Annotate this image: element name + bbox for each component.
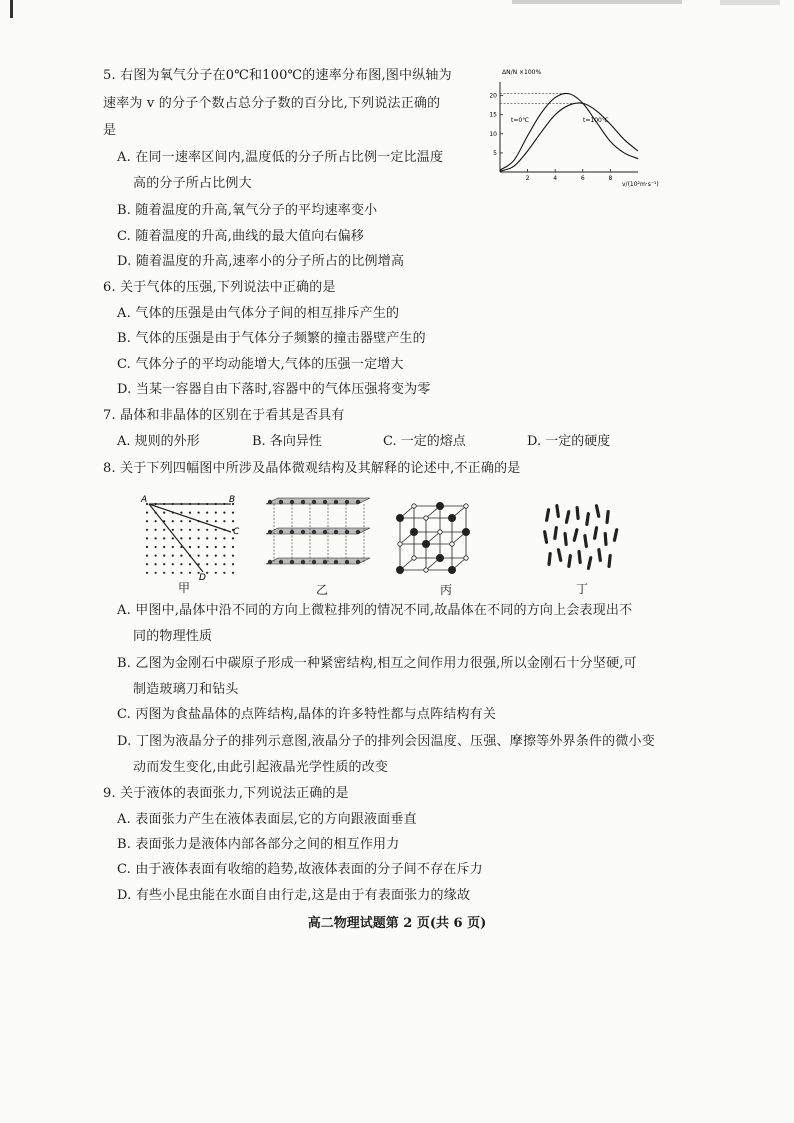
- lattice-dot: [155, 546, 157, 548]
- yi-layer: [266, 528, 370, 534]
- lc-molecule: [545, 508, 551, 522]
- lattice-dot: [232, 546, 234, 548]
- lattice-dot: [189, 529, 191, 531]
- bing-ion: [436, 554, 443, 561]
- lattice-dot: [163, 537, 165, 539]
- bing-ion: [450, 542, 454, 546]
- lattice-dot: [146, 572, 148, 574]
- lattice-dot: [215, 520, 217, 522]
- bing-ion: [422, 540, 429, 547]
- q5-stem-line1: 5. 右图为氧气分子在0℃和100℃的速率分布图,图中纵轴为: [103, 68, 452, 83]
- figure-ding-caption: 丁: [576, 582, 589, 596]
- lattice-dot: [146, 563, 148, 565]
- figure-bing-caption: 丙: [440, 583, 453, 597]
- lattice-dot: [232, 537, 234, 539]
- q7-option-b: B. 各向异性: [252, 434, 322, 449]
- chart-axes: [500, 82, 638, 172]
- yi-atom: [345, 500, 349, 504]
- yi-atom: [301, 500, 305, 504]
- lattice-dot: [198, 546, 200, 548]
- lattice-dot: [223, 555, 225, 557]
- lattice-dot: [163, 572, 165, 574]
- lattice-dot: [146, 512, 148, 514]
- yi-atom: [356, 530, 360, 534]
- chart-x-ticks: [526, 169, 613, 182]
- q9-option-d: D. 有些小昆虫能在水面自由行走,这是由于有表面张力的缘故: [117, 888, 471, 903]
- lc-molecule: [547, 552, 552, 566]
- lattice-dot: [198, 512, 200, 514]
- q8-option-d-line2: 动而发生变化,由此引起液晶光学性质的改变: [133, 760, 389, 775]
- q8-option-d-line1: D. 丁图为液晶分子的排列示意图,液晶分子的排列会因温度、压强、摩擦等外界条件的微小变: [117, 734, 655, 749]
- lattice-dot: [146, 555, 148, 557]
- bing-ion: [398, 542, 402, 546]
- lattice-dot: [180, 520, 182, 522]
- lattice-dot: [232, 563, 234, 565]
- lattice-dot: [146, 529, 148, 531]
- yi-atom: [301, 560, 305, 564]
- figure-jia-lattice: [141, 494, 245, 592]
- yi-atom: [312, 500, 316, 504]
- lattice-dot: [163, 512, 165, 514]
- q7-option-a: A. 规则的外形: [117, 434, 200, 449]
- yi-atom: [268, 500, 272, 504]
- q5-option-a-line2: 高的分子所占比例大: [133, 176, 252, 191]
- lc-molecule: [557, 548, 563, 562]
- lattice-dot: [180, 555, 182, 557]
- yi-atom: [323, 530, 327, 534]
- q5-option-d: D. 随着温度的升高,速率小的分子所占的比例增高: [117, 254, 405, 269]
- lattice-dot: [206, 529, 208, 531]
- legend-t100: t=100℃: [583, 117, 609, 124]
- lattice-dot: [215, 546, 217, 548]
- bing-ion: [410, 528, 417, 535]
- figure-yi-structure: [258, 494, 376, 578]
- lattice-dot: [163, 529, 165, 531]
- x-tick-label: 6: [580, 175, 585, 182]
- lattice-dot: [155, 555, 157, 557]
- lattice-dot: [206, 555, 208, 557]
- figure-jia-caption: 甲: [178, 581, 191, 595]
- q5-option-a-line1: A. 在同一速率区间内,温度低的分子所占比例一定比温度: [117, 150, 444, 165]
- lattice-dot: [172, 546, 174, 548]
- lattice-dot: [163, 555, 165, 557]
- q9-option-a: A. 表面张力产生在液体表面层,它的方向跟液面垂直: [117, 812, 417, 827]
- figure-yi-caption: 乙: [316, 583, 329, 597]
- chart-y-ticks: [489, 93, 503, 157]
- lattice-dot: [155, 537, 157, 539]
- yi-atom: [279, 500, 283, 504]
- yi-atom: [345, 530, 349, 534]
- lc-molecule: [607, 554, 612, 568]
- q8-option-c: C. 丙图为食盐晶体的点阵结构,晶体的许多特性都与点阵结构有关: [117, 707, 497, 722]
- q5-option-c: C. 随着温度的升高,曲线的最大值向右偏移: [117, 229, 365, 244]
- yi-atom: [279, 560, 283, 564]
- lattice-dots: [146, 503, 234, 574]
- q6-option-a: A. 气体的压强是由气体分子间的相互排斥产生的: [117, 306, 400, 321]
- y-tick-label: 20: [489, 92, 497, 100]
- q5-stem-line3: 是: [103, 123, 117, 138]
- lc-molecule: [563, 532, 568, 546]
- q8-option-a-line1: A. 甲图中,晶体中沿不同的方向上微粒排列的情况不同,故晶体在不同的方向上会表现出不: [117, 603, 633, 618]
- q6-option-c: C. 气体分子的平均动能增大,气体的压强一定增大: [117, 357, 404, 372]
- direction-ac: [149, 504, 231, 532]
- lattice-dot: [155, 529, 157, 531]
- lc-molecule: [555, 504, 560, 518]
- lc-molecule: [605, 510, 610, 524]
- lattice-dot: [232, 555, 234, 557]
- bing-ion: [462, 528, 469, 535]
- x-tick-label: 8: [608, 175, 613, 182]
- yi-atom: [312, 560, 316, 564]
- bing-ion: [448, 566, 455, 573]
- q7-option-d: D. 一定的硬度: [527, 434, 611, 449]
- lattice-dot: [215, 529, 217, 531]
- point-c-label: C: [233, 527, 240, 537]
- lc-molecule: [597, 548, 602, 562]
- lc-molecule: [572, 528, 578, 542]
- lattice-dot: [223, 520, 225, 522]
- lattice-dot: [172, 520, 174, 522]
- lc-molecule: [577, 550, 582, 564]
- q9-option-b: B. 表面张力是液体内部各部分之间的相互作用力: [117, 837, 400, 852]
- lattice-dot: [180, 529, 182, 531]
- q9-stem: 9. 关于液体的表面张力,下列说法正确的是: [103, 786, 349, 801]
- yi-layer: [266, 498, 370, 504]
- lattice-dot: [232, 512, 234, 514]
- lattice-dot: [215, 555, 217, 557]
- lattice-dot: [206, 537, 208, 539]
- y-tick-label: 15: [489, 111, 497, 119]
- page-footer: 高二物理试题第 2 页(共 6 页): [307, 916, 487, 931]
- lattice-dot: [172, 555, 174, 557]
- yi-atom: [356, 500, 360, 504]
- q5-stem-line2: 速率为 v 的分子个数占总分子数的百分比,下列说法正确的: [103, 96, 441, 111]
- q9-option-c: C. 由于液体表面有收缩的趋势,故液体表面的分子间不存在斥力: [117, 862, 483, 877]
- bing-ion: [436, 502, 443, 509]
- bing-ion: [396, 514, 403, 521]
- lattice-dot: [223, 546, 225, 548]
- lattice-dot: [146, 546, 148, 548]
- speed-distribution-chart: [478, 66, 659, 188]
- yi-atom: [323, 560, 327, 564]
- bing-ion: [396, 566, 403, 573]
- lattice-dot: [172, 572, 174, 574]
- lc-molecule: [585, 512, 590, 526]
- lc-molecule: [604, 532, 608, 546]
- yi-atom: [312, 530, 316, 534]
- lattice-dot: [189, 512, 191, 514]
- lattice-dot: [155, 520, 157, 522]
- q7-stem: 7. 晶体和非晶体的区别在于看其是否具有: [103, 408, 345, 423]
- lattice-dot: [223, 512, 225, 514]
- lattice-dot: [180, 572, 182, 574]
- yi-atom: [356, 560, 360, 564]
- q6-option-b: B. 气体的压强是由于气体分子频繁的撞击器壁产生的: [117, 331, 426, 346]
- lattice-dot: [180, 512, 182, 514]
- lattice-dot: [180, 563, 182, 565]
- direction-ad: [149, 504, 203, 572]
- lc-molecule: [583, 534, 588, 548]
- y-tick-label: 5: [493, 149, 497, 157]
- lattice-dot: [223, 563, 225, 565]
- bing-grid: [400, 506, 466, 570]
- q6-stem: 6. 关于气体的压强,下列说法中正确的是: [103, 280, 336, 295]
- bing-ion: [424, 516, 428, 520]
- point-b-label: B: [229, 495, 236, 505]
- q6-option-d: D. 当某一容器自由下落时,容器中的气体压强将变为零: [117, 382, 431, 397]
- lattice-dot: [198, 555, 200, 557]
- lattice-dot: [215, 537, 217, 539]
- lattice-dot: [180, 537, 182, 539]
- bing-ion: [424, 568, 428, 572]
- chart-series: [500, 93, 638, 171]
- chart-x-label: v/(10²m·s⁻¹): [622, 181, 659, 188]
- lc-molecule: [593, 526, 599, 540]
- lattice-dot: [223, 537, 225, 539]
- lattice-dot: [232, 572, 234, 574]
- lattice-dot: [189, 546, 191, 548]
- lattice-dot: [206, 563, 208, 565]
- lattice-dot: [189, 563, 191, 565]
- lc-molecule: [587, 556, 593, 570]
- chart-y-label: ΔN/N ×100%: [502, 69, 542, 76]
- yi-atom: [279, 530, 283, 534]
- lattice-dot: [206, 546, 208, 548]
- lattice-dot: [172, 563, 174, 565]
- lattice-dot: [155, 563, 157, 565]
- lattice-dot: [172, 529, 174, 531]
- lc-molecule: [567, 554, 572, 568]
- lattice-dot: [146, 537, 148, 539]
- q8-option-a-line2: 同的物理性质: [133, 629, 213, 644]
- lattice-dot: [155, 572, 157, 574]
- q5-option-b: B. 随着温度的升高,氧气分子的平均速率变小: [117, 203, 378, 218]
- lattice-dot: [172, 537, 174, 539]
- point-d-label: D: [199, 573, 206, 583]
- yi-layer: [266, 558, 370, 564]
- lattice-dot: [189, 537, 191, 539]
- q7-option-c: C. 一定的熔点: [383, 434, 466, 449]
- bing-ion: [438, 530, 442, 534]
- series-line-1: [500, 103, 638, 171]
- lc-molecule: [565, 510, 571, 524]
- yi-atom: [334, 560, 338, 564]
- lc-molecule: [595, 504, 601, 518]
- scan-top-shade: [512, 0, 682, 4]
- lattice-dot: [163, 563, 165, 565]
- lattice-dot: [163, 546, 165, 548]
- q8-option-b-line2: 制造玻璃刀和钻头: [133, 682, 239, 697]
- yi-atom: [334, 500, 338, 504]
- lattice-dot: [206, 520, 208, 522]
- bing-ion: [448, 514, 455, 521]
- lc-molecule: [613, 528, 619, 542]
- bing-ion: [412, 556, 416, 560]
- lattice-dot: [215, 512, 217, 514]
- lattice-dot: [232, 520, 234, 522]
- lc-molecule: [575, 506, 579, 520]
- figure-ding-liquid-crystal: [540, 500, 620, 570]
- bing-ion: [464, 504, 468, 508]
- lattice-dot: [223, 572, 225, 574]
- x-tick-label: 2: [525, 175, 530, 182]
- yi-atom: [268, 560, 272, 564]
- yi-atom: [290, 500, 294, 504]
- scan-edge-mark: [10, 0, 13, 18]
- x-tick-label: 4: [553, 175, 558, 182]
- lattice-dot: [206, 572, 208, 574]
- y-tick-label: 10: [489, 130, 497, 138]
- lattice-dot: [215, 572, 217, 574]
- yi-atom: [268, 530, 272, 534]
- figure-bing-cubic-lattice: [392, 492, 492, 578]
- lattice-dot: [206, 512, 208, 514]
- lattice-dot: [215, 563, 217, 565]
- yi-atom: [345, 560, 349, 564]
- lattice-dot: [189, 520, 191, 522]
- lattice-dot: [198, 529, 200, 531]
- yi-atom: [323, 500, 327, 504]
- lattice-dot: [198, 537, 200, 539]
- bing-ion: [464, 556, 468, 560]
- lattice-dot: [146, 520, 148, 522]
- q8-stem: 8. 关于下列四幅图中所涉及晶体微观结构及其解释的论述中,不正确的是: [103, 461, 521, 476]
- lc-molecule: [553, 526, 558, 540]
- q8-option-b-line1: B. 乙图为金刚石中碳原子形成一种紧密结构,相互之间作用力很强,所以金刚石十分坚硬,可: [117, 656, 637, 671]
- point-a-label: A: [141, 495, 148, 505]
- yi-atom: [334, 530, 338, 534]
- legend-t0: t=0℃: [511, 117, 529, 124]
- lattice-dot: [189, 572, 191, 574]
- lc-molecule: [543, 530, 549, 544]
- yi-atom: [301, 530, 305, 534]
- bing-ion: [412, 504, 416, 508]
- scan-top-shade-2: [720, 0, 780, 5]
